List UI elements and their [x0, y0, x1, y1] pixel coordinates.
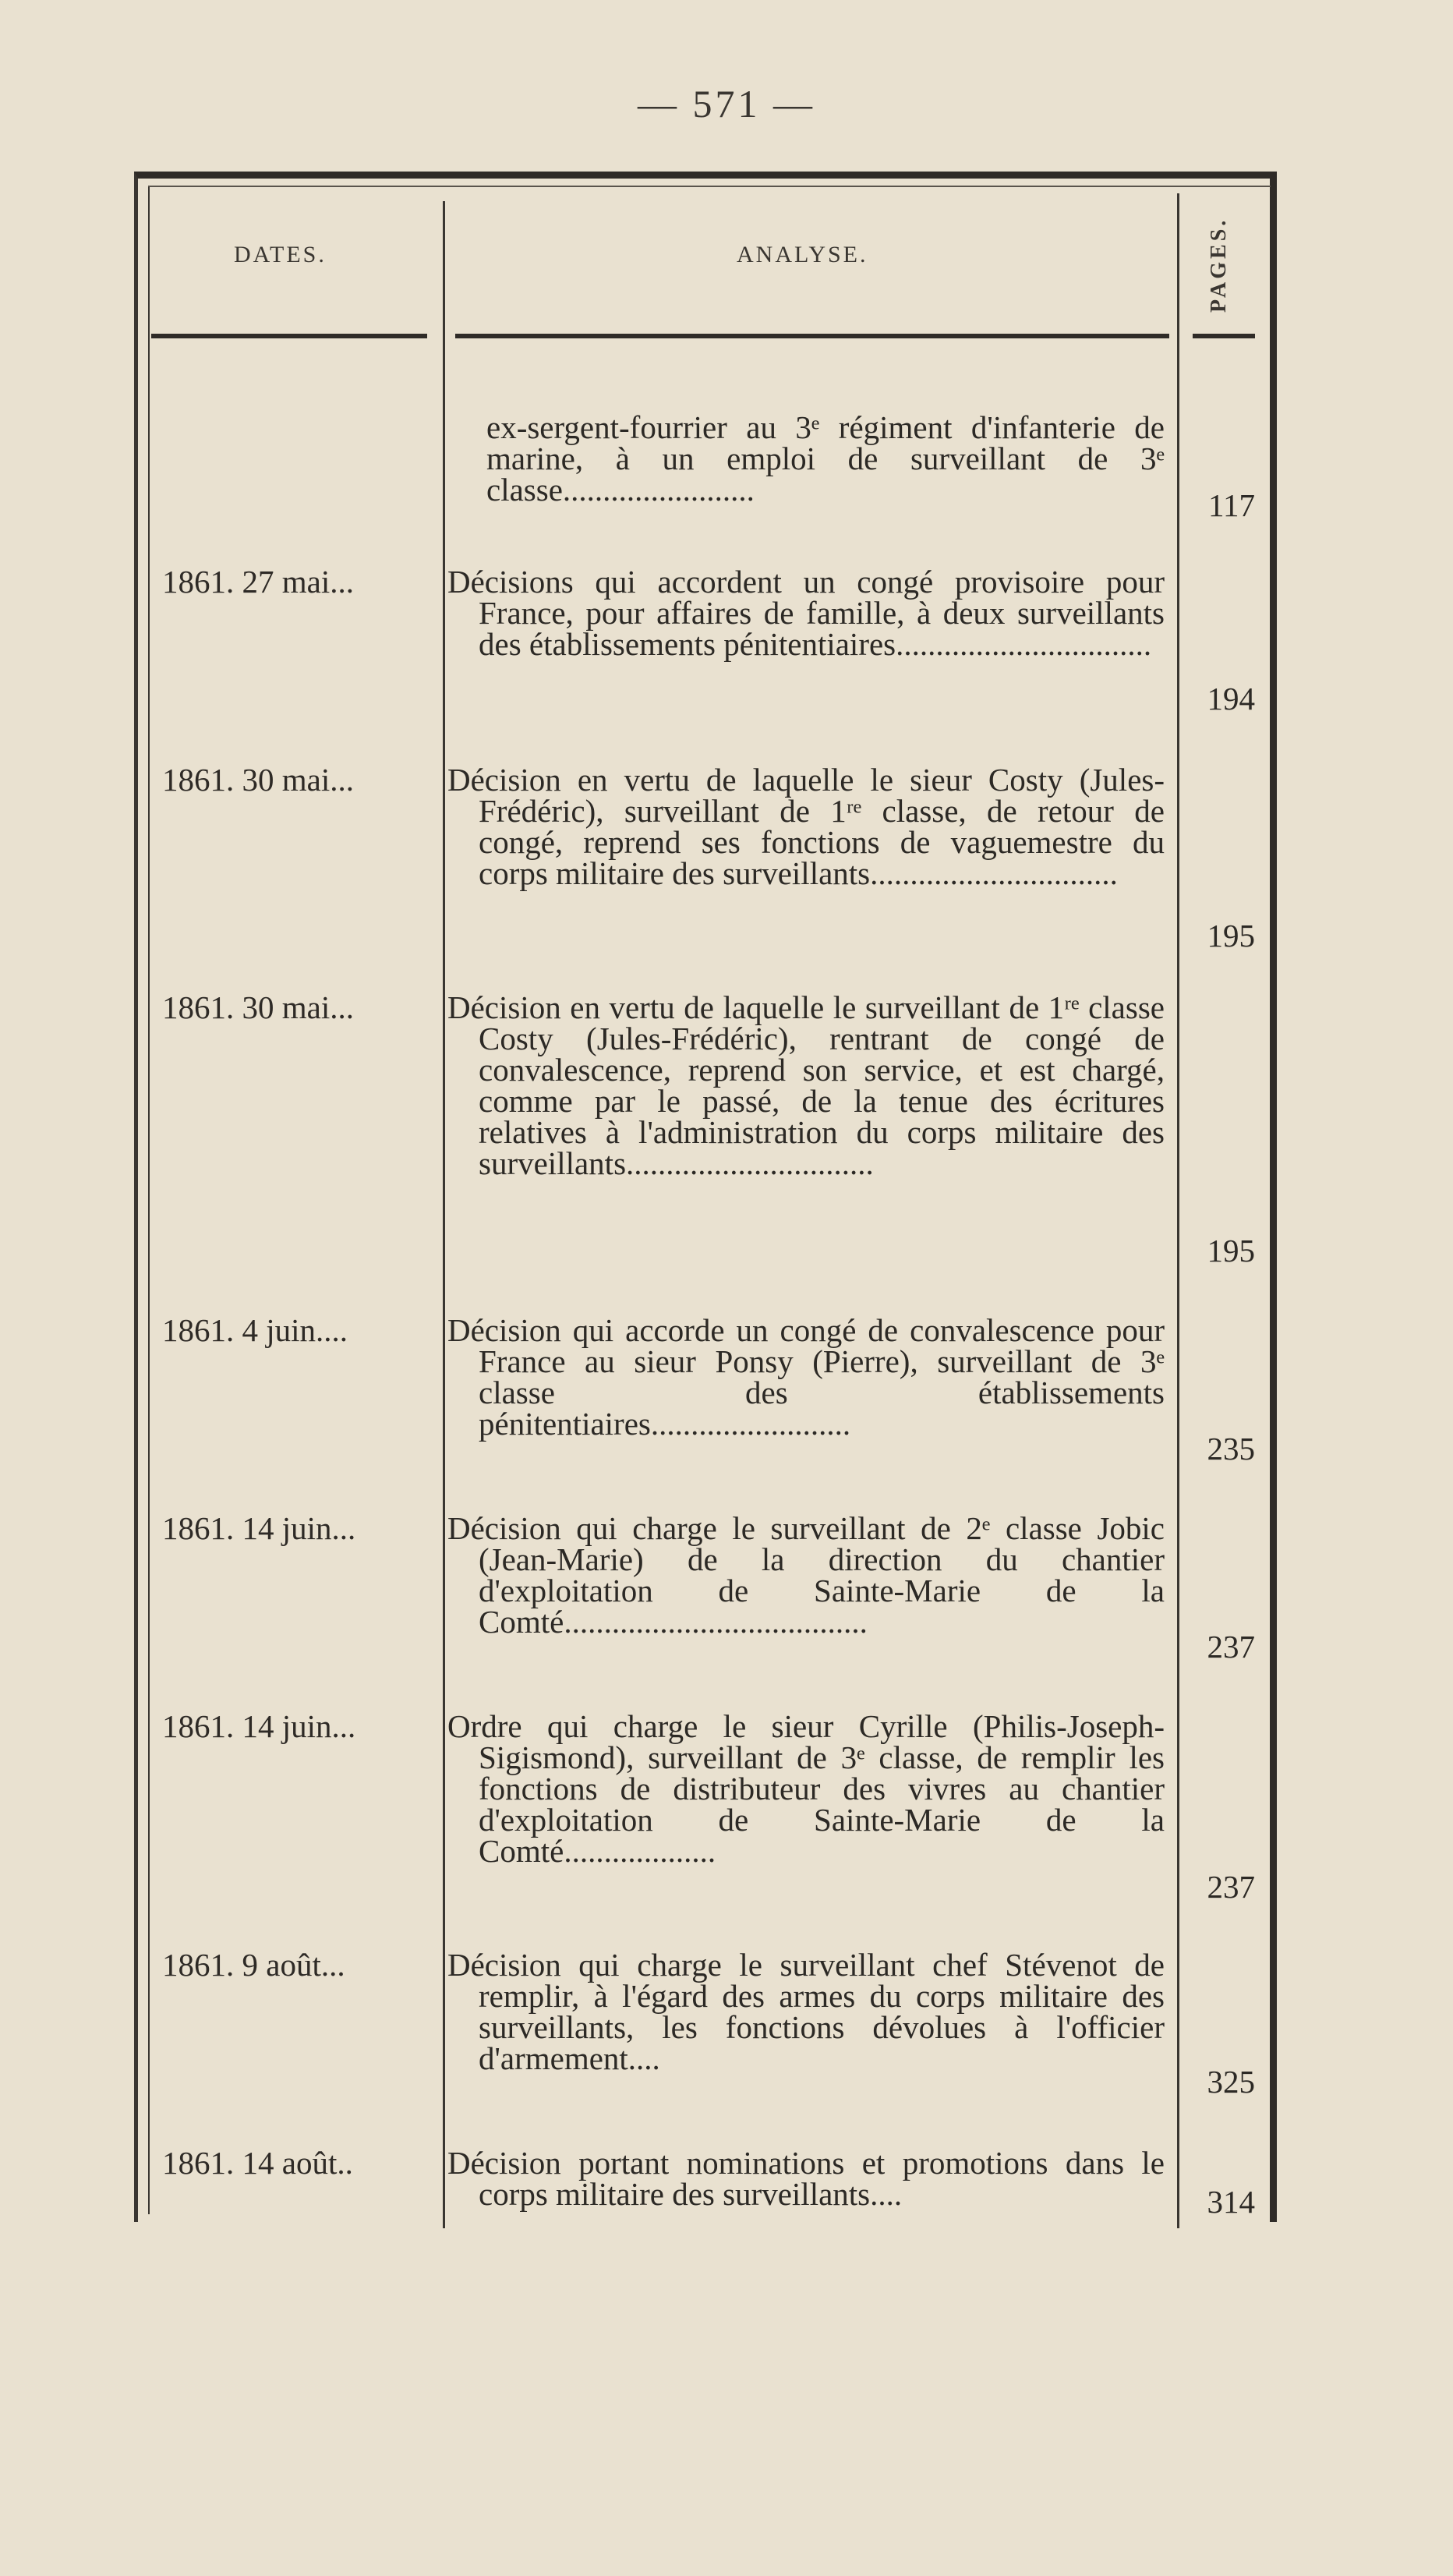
entry-page: 235 [1207, 1431, 1255, 1467]
entry-date: 1861. 9 août... [162, 1947, 345, 1983]
header-rule-dates [151, 334, 427, 338]
entry-analysis: ex-sergent-fourrier au 3ᵉ régiment d'infanterie de marine, à un emploi de surveillant de 3ᵉ classe........................ [486, 409, 1165, 508]
entry-page: 314 [1207, 2184, 1255, 2220]
entry-analysis: Décision en vertu de laquelle le surveillant de 1ʳᵉ classe Costy (Jules-Frédéric), rentrant de congé de convalescence, reprend son service, et est chargé, comme par le passé, de la tenue des écritures relatives à l'administration du corps militaire des surveillants............................... [447, 989, 1165, 1181]
column-divider-pages [1177, 193, 1179, 2228]
entry-date: 1861. 14 août.. [162, 2145, 353, 2181]
entry-analysis: Décision qui charge le surveillant chef Stévenot de remplir, à l'égard des armes du corps militaire des surveillants, les fonctions dévolues à l'officier d'armement.... [447, 1947, 1165, 2076]
entry-page: 237 [1207, 1629, 1255, 1665]
entry-page: 195 [1207, 918, 1255, 954]
entry-page: 117 [1208, 487, 1255, 523]
header-pages: PAGES. [1207, 217, 1231, 313]
entry-page: 195 [1207, 1233, 1255, 1269]
entry-analysis: Ordre qui charge le sieur Cyrille (Philis-Joseph-Sigismond), surveillant de 3ᵉ classe, de remplir les fonctions de distributeur des vivres au chantier d'exploitation de Sainte-Marie de la Comté................... [447, 1708, 1165, 1869]
entry-analysis: Décisions qui accordent un congé provisoire pour France, pour affaires de famille, à deux surveillants des établissements pénitentiaires................................ [447, 564, 1165, 662]
entry-date: 1861. 14 juin... [162, 1510, 356, 1546]
column-divider-dates [443, 201, 445, 2228]
entry-analysis: Décision qui accorde un congé de convalescence pour France au sieur Ponsy (Pierre), surveillant de 3ᵉ classe des établissements pénitentiaires......................... [447, 1312, 1165, 1442]
entry-date: 1861. 14 juin... [162, 1708, 356, 1744]
page-number: — 571 — [638, 82, 815, 126]
entry-page: 194 [1207, 681, 1255, 717]
entry-analysis: Décision en vertu de laquelle le sieur Costy (Jules-Frédéric), surveillant de 1ʳᵉ classe, de retour de congé, reprend ses fonctions de vaguemestre du corps militaire des surveillants............................... [447, 762, 1165, 891]
header-rule-pages [1193, 334, 1255, 338]
entry-date: 1861. 30 mai... [162, 762, 354, 798]
header-dates: DATES. [234, 242, 327, 267]
header-analysis: ANALYSE. [737, 242, 868, 267]
frame-inner-line [148, 186, 1271, 187]
entry-date: 1861. 30 mai... [162, 989, 354, 1025]
entry-analysis: Décision qui charge le surveillant de 2ᵉ classe Jobic (Jean-Marie) de la direction du chantier d'exploitation de Sainte-Marie de la Comté...................................... [447, 1510, 1165, 1640]
header-rule-analysis [455, 334, 1169, 338]
entry-date: 1861. 4 juin.... [162, 1312, 348, 1348]
entry-date: 1861. 27 mai... [162, 564, 354, 600]
entry-page: 237 [1207, 1869, 1255, 1905]
column-divider-left [148, 187, 150, 2214]
entry-page: 325 [1207, 2064, 1255, 2100]
entry-analysis: Décision portant nominations et promotions dans le corps militaire des surveillants.... [447, 2145, 1165, 2212]
